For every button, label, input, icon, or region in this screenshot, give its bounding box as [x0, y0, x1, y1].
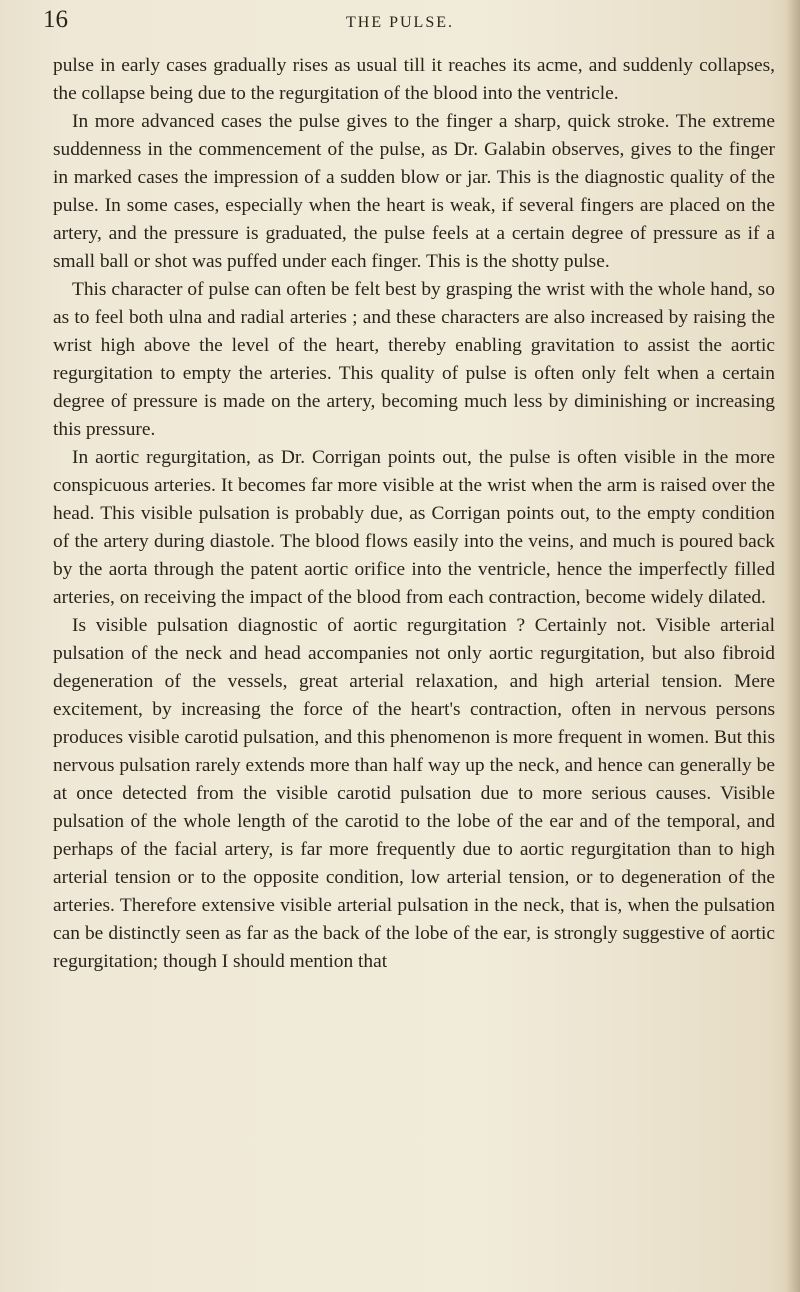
page-number: 16	[43, 6, 68, 33]
paragraph: Is visible pulsation diagnostic of aortic regurgitation ? Certainly not. Visible arterial pulsation of the neck and head accompanies not only aortic regurgitation, but also fibroid degeneration of the vessels, great arterial relaxation, and high arterial tension. Mere excitement, by increasing the force of the heart's contraction, often in nervous persons produces visible carotid pulsation, and this phenomenon is more frequent in women. But this nervous pulsation rarely extends more than half way up the neck, and hence can generally be at once detected from the visible carotid pulsation due to more serious causes. Visible pulsation of the whole length of the carotid to the lobe of the ear and of the temporal, and perhaps of the facial artery, is far more frequently due to aortic regurgitation than to high arterial tension or to the opposite condition, low arterial tension, or to degeneration of the arteries. Therefore extensive visible arterial pulsation in the neck, that is, when the pulsation can be distinctly seen as far as the back of the lobe of the ear, is strongly suggestive of aortic regurgitation; though I should mention that	[53, 615, 775, 972]
page-edge-shadow	[786, 0, 800, 1292]
paragraph: In more advanced cases the pulse gives to the finger a sharp, quick stroke. The extreme suddenness in the commencement of the pulse, as Dr. Galabin observes, gives to the finger in marked cases the impression of a sudden blow or jar. This is the diagnostic quality of the pulse. In some cases, especially when the heart is weak, if several fingers are placed on the artery, and the pressure is graduated, the pulse feels at a certain degree of pressure as if a small ball or shot was puffed under each finger. This is the shotty pulse.	[53, 111, 775, 272]
running-head: THE PULSE.	[346, 14, 454, 31]
body-text	[53, 52, 775, 976]
paragraph: This character of pulse can often be felt best by grasping the wrist with the whole hand, so as to feel both ulna and radial arteries ; and these characters are also increased by raising the wrist high above the level of the heart, thereby enabling gravitation to assist the aortic regurgitation to empty the arteries. This quality of pulse is often only felt when a certain degree of pressure is made on the artery, becoming much less by diminishing or increasing this pressure.	[53, 279, 775, 440]
paragraph-continued: pulse in early cases gradually rises as usual till it reaches its acme, and suddenly collapses, the collapse being due to the regurgitation of the blood into the ventricle.	[53, 55, 775, 104]
paragraph: In aortic regurgitation, as Dr. Corrigan points out, the pulse is often visible in the more conspicuous arteries. It becomes far more visible at the wrist when the arm is raised over the head. This visible pulsation is probably due, as Corrigan points out, to the empty condition of the artery during diastole. The blood flows easily into the veins, and much is poured back by the aorta through the patent aortic orifice into the ventricle, hence the imperfectly filled arteries, on receiving the impact of the blood from each contraction, become widely dilated.	[53, 447, 775, 608]
